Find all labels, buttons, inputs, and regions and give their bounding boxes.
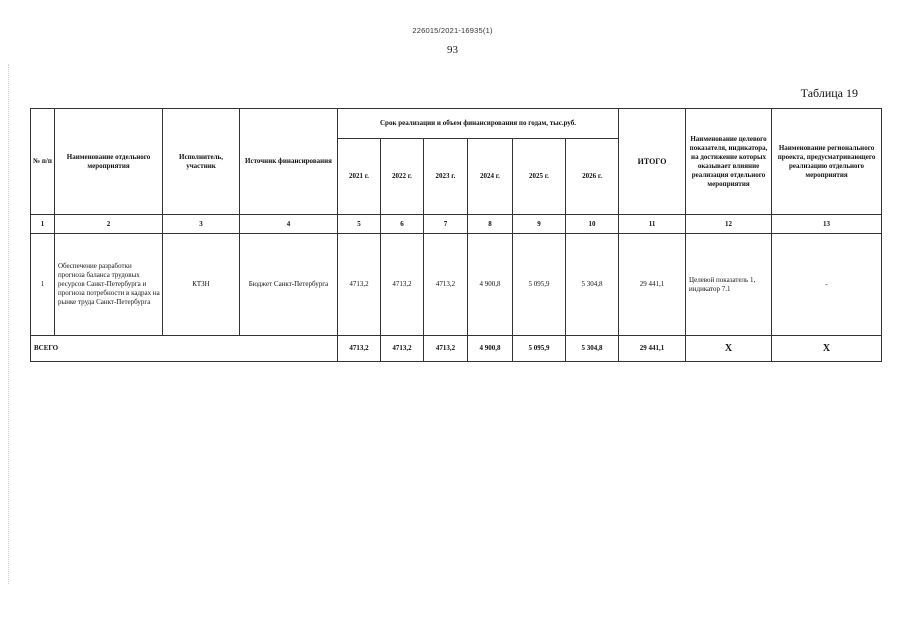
row-name: Обеспечение разработки прогноза баланса трудовых ресурсов Санкт-Петербурга и прогноза потребности в кадрах на рынке труда Санкт-Петербурга (55, 234, 163, 335)
total-sum: 29 441,1 (619, 335, 686, 361)
header-source: Источник финансирования (240, 109, 338, 215)
table-row (31, 234, 882, 335)
column-number: 13 (772, 215, 882, 234)
total-year-value: 5 095,9 (513, 335, 566, 361)
column-number: 1 (31, 215, 55, 234)
total-year-value: 5 304,8 (566, 335, 619, 361)
header-year: 2022 г. (381, 139, 424, 215)
total-year-value: 4713,2 (381, 335, 424, 361)
total-indicator: Х (686, 335, 772, 361)
column-numbers-row (31, 215, 882, 234)
financing-table (30, 108, 882, 362)
column-number: 12 (686, 215, 772, 234)
row-year-value: 4713,2 (381, 234, 424, 335)
total-regional-project: Х (772, 335, 882, 361)
total-year-value: 4713,2 (424, 335, 468, 361)
row-total: 29 441,1 (619, 234, 686, 335)
column-number: 5 (338, 215, 381, 234)
row-executor: КТЗН (163, 234, 240, 335)
row-indicator: Целевой показатель 1, индикатор 7.1 (686, 234, 772, 335)
row-year-value: 5 095,9 (513, 234, 566, 335)
document-stamp: 226015/2021-16935(1) (412, 26, 493, 35)
total-label: ВСЕГО (31, 335, 338, 361)
row-num: 1 (31, 234, 55, 335)
row-year-value: 4 900,8 (468, 234, 513, 335)
header-name: Наименование отдельного мероприятия (55, 109, 163, 215)
row-source: Бюджет Санкт-Петербурга (240, 234, 338, 335)
header-executor: Исполнитель, участник (163, 109, 240, 215)
header-year: 2024 г. (468, 139, 513, 215)
total-year-value: 4713,2 (338, 335, 381, 361)
column-number: 9 (513, 215, 566, 234)
row-year-value: 4713,2 (338, 234, 381, 335)
header-year: 2026 г. (566, 139, 619, 215)
column-number: 7 (424, 215, 468, 234)
header-indicator: Наименование целевого показателя, индикатора, на достижение которых оказывает влияние реализация отдельного мероприятия (686, 109, 772, 215)
header-year: 2023 г. (424, 139, 468, 215)
column-number: 11 (619, 215, 686, 234)
table-caption: Таблица 19 (800, 86, 858, 100)
header-year: 2021 г. (338, 139, 381, 215)
row-regional-project: - (772, 234, 882, 335)
header-num: № п/п (31, 109, 55, 215)
header-period-group: Срок реализации и объем финансирования по годам, тыс.руб. (338, 109, 619, 139)
row-year-value: 5 304,8 (566, 234, 619, 335)
header-regional-project: Наименование регионального проекта, предусматривающего реализацию отдельного мероприятия (772, 109, 882, 215)
header-total: ИТОГО (619, 109, 686, 215)
total-year-value: 4 900,8 (468, 335, 513, 361)
row-year-value: 4713,2 (424, 234, 468, 335)
column-number: 3 (163, 215, 240, 234)
column-number: 4 (240, 215, 338, 234)
scan-margin-mark (8, 64, 10, 584)
column-number: 10 (566, 215, 619, 234)
column-number: 2 (55, 215, 163, 234)
page-number: 93 (447, 44, 458, 56)
total-row (31, 335, 882, 361)
column-number: 6 (381, 215, 424, 234)
header-year: 2025 г. (513, 139, 566, 215)
column-number: 8 (468, 215, 513, 234)
